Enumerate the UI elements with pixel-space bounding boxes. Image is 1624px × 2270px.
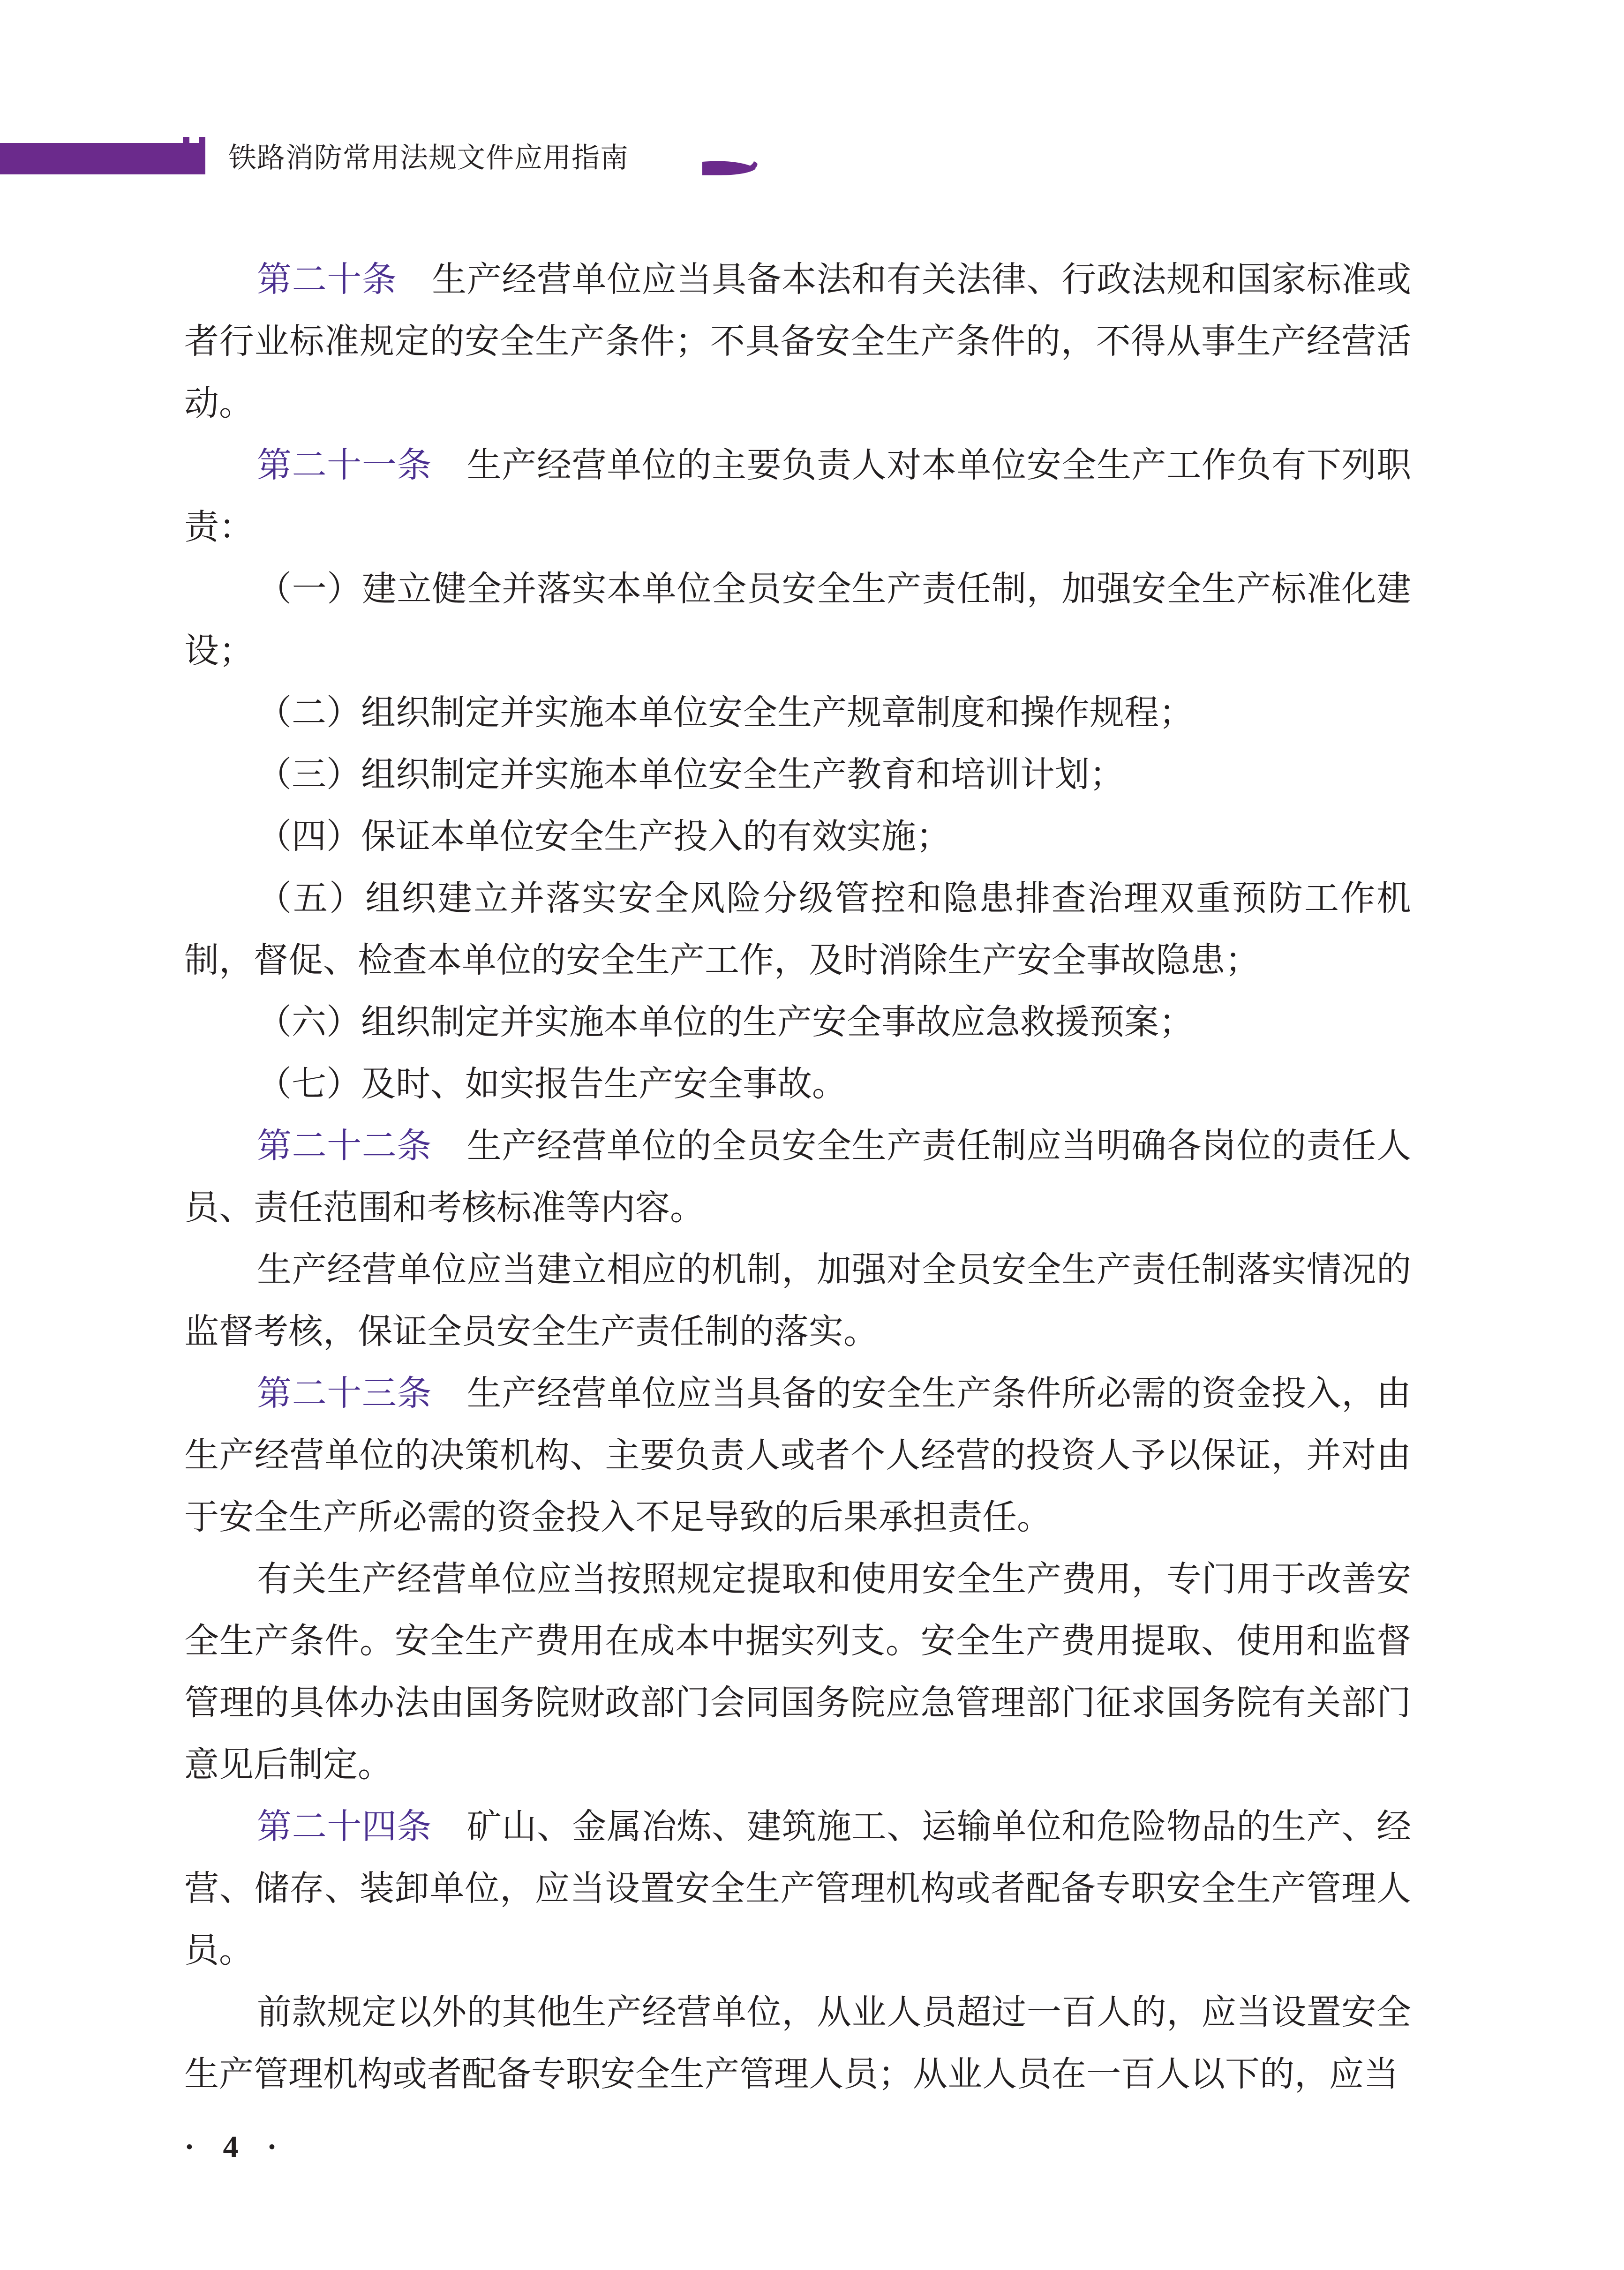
- body-paragraph: [184, 1239, 1411, 1362]
- article-number: 第二十二条: [257, 1126, 432, 1166]
- header-bar-1: [183, 137, 189, 174]
- paragraph-text: （六）组织制定并实施本单位的生产安全事故应急救援预案；: [257, 1002, 1194, 1042]
- article-number: 第二十四条: [257, 1806, 432, 1847]
- running-header: [0, 0, 797, 197]
- body-paragraph: [184, 991, 1411, 1053]
- header-bar-2: [199, 137, 205, 174]
- article-number: 第二十三条: [257, 1373, 432, 1413]
- paragraph-text: 生产经营单位的全员安全生产责任制应当明确各岗位的责任人员、责任范围和考核标准等内容。: [184, 1126, 1411, 1228]
- paragraph-text: 有关生产经营单位应当按照规定提取和使用安全生产费用，专门用于改善安全生产条件。安全生产费用在成本中据实列支。安全生产费用提取、使用和监督管理的具体办法由国务院财政部门会同国务院应急管理部门征求国务院有关部门意见后制定。: [184, 1559, 1411, 1785]
- paragraph-text: 生产经营单位的主要负责人对本单位安全生产工作负有下列职责：: [184, 445, 1411, 547]
- article-number: 第二十一条: [257, 445, 432, 485]
- article-paragraph: [184, 434, 1411, 558]
- body-paragraph: [184, 805, 1411, 867]
- article-number: 第二十条: [257, 259, 397, 300]
- paragraph-text: 生产经营单位应当具备的安全生产条件所必需的资金投入，由生产经营单位的决策机构、主要负责人或者个人经营的投资人予以保证，并对由于安全生产所必需的资金投入不足导致的后果承担责任。: [184, 1373, 1411, 1537]
- paragraph-text: （一）建立健全并落实本单位全员安全生产责任制，加强安全生产标准化建设；: [184, 569, 1411, 671]
- article-body: [184, 248, 1411, 2105]
- paragraph-text: （七）及时、如实报告生产安全事故。: [257, 1064, 847, 1104]
- page-number: · 4 ·: [184, 2130, 288, 2164]
- body-paragraph: [184, 558, 1411, 682]
- paragraph-text: 矿山、金属冶炼、建筑施工、运输单位和危险物品的生产、经营、储存、装卸单位，应当设置安全生产管理机构或者配备专职安全生产管理人员。: [184, 1806, 1411, 1970]
- body-paragraph: [184, 1053, 1411, 1115]
- paragraph-text: 生产经营单位应当具备本法和有关法律、行政法规和国家标准或者行业标准规定的安全生产条件；不具备安全生产条件的，不得从事生产经营活动。: [184, 259, 1411, 423]
- body-paragraph: [184, 1981, 1411, 2105]
- paragraph-text: 生产经营单位应当建立相应的机制，加强对全员安全生产责任制落实情况的监督考核，保证全员安全生产责任制的落实。: [184, 1249, 1411, 1352]
- paragraph-text: 前款规定以外的其他生产经营单位，从业人员超过一百人的，应当设置安全生产管理机构或者配备专职安全生产管理人员；从业人员在一百人以下的，应当: [184, 1992, 1411, 2094]
- paragraph-text: （四）保证本单位安全生产投入的有效实施；: [257, 816, 951, 857]
- body-paragraph: [184, 867, 1411, 991]
- paragraph-text: （二）组织制定并实施本单位安全生产规章制度和操作规程；: [257, 692, 1194, 733]
- article-paragraph: [184, 1362, 1411, 1548]
- header-title: 铁路消防常用法规文件应用指南: [228, 142, 629, 174]
- paragraph-text: （三）组织制定并实施本单位安全生产教育和培训计划；: [257, 754, 1124, 795]
- body-paragraph: [184, 1548, 1411, 1796]
- article-paragraph: [184, 1796, 1411, 1981]
- paragraph-text: （五）组织建立并落实安全风险分级管控和隐患排查治理双重预防工作机制，督促、检查本单位的安全生产工作，及时消除生产安全事故隐患；: [184, 878, 1411, 980]
- body-paragraph: [184, 744, 1411, 805]
- article-paragraph: [184, 248, 1411, 434]
- article-paragraph: [184, 1115, 1411, 1239]
- body-paragraph: [184, 682, 1411, 744]
